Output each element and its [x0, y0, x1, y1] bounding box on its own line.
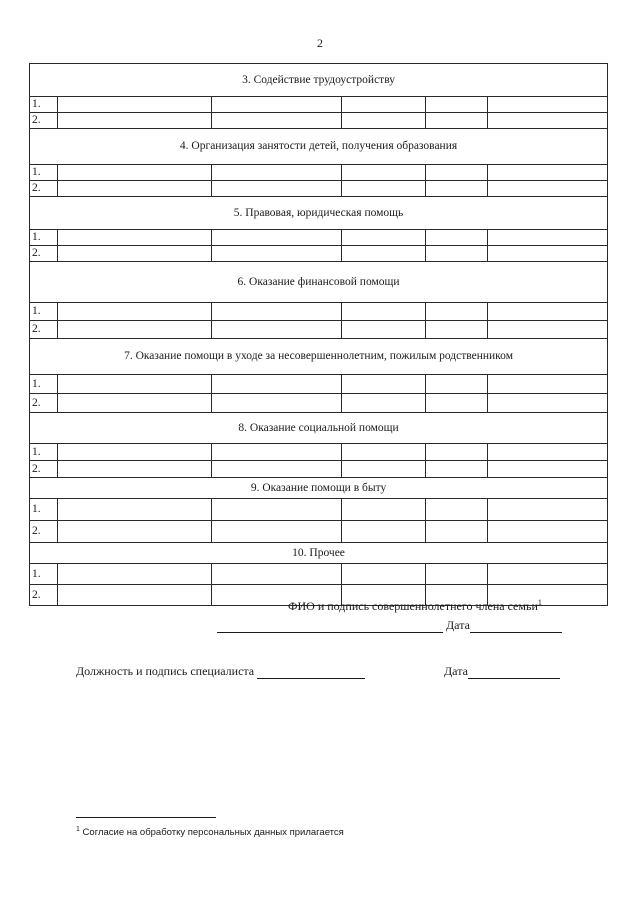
table-cell[interactable]	[342, 230, 426, 246]
table-cell[interactable]	[426, 165, 488, 181]
table-cell[interactable]	[212, 564, 342, 585]
section-header-row	[30, 197, 608, 230]
table-cell[interactable]	[488, 564, 608, 585]
row-number: 2.	[30, 585, 58, 606]
section-title: 8. Оказание социальной помощи	[30, 413, 608, 444]
table-cell[interactable]	[426, 564, 488, 585]
section-header-row	[30, 262, 608, 303]
table-row	[30, 564, 608, 585]
table-cell[interactable]	[488, 321, 608, 339]
table-cell[interactable]	[212, 303, 342, 321]
table-cell[interactable]	[342, 321, 426, 339]
specialist-label: Должность и подпись специалиста	[76, 664, 255, 678]
section-title: 3. Содействие трудоустройству	[30, 64, 608, 97]
table-cell[interactable]	[212, 321, 342, 339]
footnote-divider	[76, 817, 216, 818]
table-cell[interactable]	[488, 303, 608, 321]
table-cell[interactable]	[426, 113, 488, 129]
table-cell[interactable]	[488, 97, 608, 113]
table-cell[interactable]	[342, 444, 426, 461]
row-number: 1.	[30, 230, 58, 246]
section-title: 9. Оказание помощи в быту	[30, 478, 608, 499]
table-cell[interactable]	[426, 394, 488, 413]
table-cell[interactable]	[488, 499, 608, 521]
table-cell[interactable]	[212, 113, 342, 129]
table-cell[interactable]	[58, 165, 212, 181]
table-cell[interactable]	[426, 230, 488, 246]
table-row	[30, 246, 608, 262]
table-cell[interactable]	[426, 499, 488, 521]
row-number: 2.	[30, 113, 58, 129]
table-cell[interactable]	[488, 444, 608, 461]
table-cell[interactable]	[58, 375, 212, 394]
table-cell[interactable]	[426, 444, 488, 461]
table-cell[interactable]	[58, 97, 212, 113]
table-cell[interactable]	[212, 394, 342, 413]
table-cell[interactable]	[58, 461, 212, 478]
table-cell[interactable]	[342, 303, 426, 321]
table-row	[30, 444, 608, 461]
row-number: 1.	[30, 375, 58, 394]
table-cell[interactable]	[488, 230, 608, 246]
row-number: 2.	[30, 521, 58, 543]
table-cell[interactable]	[212, 230, 342, 246]
table-cell[interactable]	[58, 394, 212, 413]
table-cell[interactable]	[58, 113, 212, 129]
table-row	[30, 230, 608, 246]
table-cell[interactable]	[58, 246, 212, 262]
row-number: 1.	[30, 97, 58, 113]
table-row	[30, 521, 608, 543]
section-title: 7. Оказание помощи в уходе за несовершеннолетним, пожилым родственником	[30, 339, 608, 375]
table-cell[interactable]	[426, 97, 488, 113]
table-cell[interactable]	[58, 303, 212, 321]
row-number: 1.	[30, 564, 58, 585]
table-row	[30, 303, 608, 321]
table-cell[interactable]	[212, 521, 342, 543]
section-title: 5. Правовая, юридическая помощь	[30, 197, 608, 230]
specialist-signature-row	[76, 664, 365, 679]
table-cell[interactable]	[342, 564, 426, 585]
page-number: 2	[317, 36, 323, 50]
row-number: 2.	[30, 321, 58, 339]
table-cell[interactable]	[342, 246, 426, 262]
table-row	[30, 375, 608, 394]
table-row	[30, 321, 608, 339]
family-member-date-field[interactable]	[470, 620, 562, 633]
table-row	[30, 165, 608, 181]
table-cell[interactable]	[488, 375, 608, 394]
table-cell[interactable]	[426, 321, 488, 339]
table-cell[interactable]	[488, 181, 608, 197]
table-cell[interactable]	[212, 375, 342, 394]
table-cell[interactable]	[426, 375, 488, 394]
section-header-row	[30, 64, 608, 97]
table-cell[interactable]	[426, 181, 488, 197]
row-number: 2.	[30, 181, 58, 197]
table-cell[interactable]	[212, 246, 342, 262]
table-cell[interactable]	[212, 97, 342, 113]
table-cell[interactable]	[58, 564, 212, 585]
specialist-date-field[interactable]	[468, 666, 560, 679]
table-cell[interactable]	[58, 181, 212, 197]
section-header-row	[30, 339, 608, 375]
footnote-mark: 1	[76, 826, 80, 833]
specialist-date-row	[444, 664, 560, 679]
table-cell[interactable]	[342, 394, 426, 413]
table-cell[interactable]	[426, 303, 488, 321]
table-cell[interactable]	[212, 444, 342, 461]
section-title: 4. Организация занятости детей, получения образования	[30, 129, 608, 165]
row-number: 1.	[30, 444, 58, 461]
family-member-signature-caption	[288, 598, 542, 614]
table-cell[interactable]	[58, 444, 212, 461]
table-cell[interactable]	[58, 321, 212, 339]
family-member-signature-row	[217, 618, 562, 633]
family-member-date-label: Дата	[446, 618, 470, 632]
fio-footnote-mark: 1	[537, 598, 542, 607]
table-cell[interactable]	[342, 165, 426, 181]
table-cell[interactable]	[488, 394, 608, 413]
table-cell[interactable]	[342, 97, 426, 113]
table-cell[interactable]	[58, 230, 212, 246]
table-cell[interactable]	[212, 499, 342, 521]
specialist-signature-field[interactable]	[257, 666, 365, 679]
section-header-row	[30, 478, 608, 499]
table-cell[interactable]	[488, 113, 608, 129]
table-cell[interactable]	[342, 113, 426, 129]
table-row	[30, 113, 608, 129]
table-cell[interactable]	[342, 181, 426, 197]
row-number: 1.	[30, 499, 58, 521]
footnote	[76, 826, 344, 838]
table-cell[interactable]	[342, 461, 426, 478]
table-cell[interactable]	[212, 181, 342, 197]
section-title: 6. Оказание финансовой помощи	[30, 262, 608, 303]
table-row	[30, 181, 608, 197]
table-row	[30, 394, 608, 413]
row-number: 2.	[30, 461, 58, 478]
row-number: 1.	[30, 165, 58, 181]
table-row	[30, 499, 608, 521]
table-cell[interactable]	[488, 461, 608, 478]
table-cell[interactable]	[426, 461, 488, 478]
table-cell[interactable]	[212, 165, 342, 181]
row-number: 2.	[30, 246, 58, 262]
fio-caption-text: ФИО и подпись совершеннолетнего члена семьи	[288, 599, 538, 613]
specialist-date-label: Дата	[444, 664, 468, 678]
table-cell[interactable]	[426, 521, 488, 543]
assistance-plan-table	[29, 63, 608, 606]
table-row	[30, 461, 608, 478]
section-header-row	[30, 543, 608, 564]
section-header-row	[30, 413, 608, 444]
table-cell[interactable]	[58, 521, 212, 543]
row-number: 2.	[30, 394, 58, 413]
table-row	[30, 97, 608, 113]
table-cell[interactable]	[342, 499, 426, 521]
footnote-text: Согласие на обработку персональных данных прилагается	[82, 827, 344, 839]
table-cell[interactable]	[58, 499, 212, 521]
table-cell[interactable]	[426, 246, 488, 262]
table-cell[interactable]	[342, 521, 426, 543]
family-member-signature-field[interactable]	[217, 620, 443, 633]
table-cell[interactable]	[488, 165, 608, 181]
section-header-row	[30, 129, 608, 165]
table-cell[interactable]	[488, 521, 608, 543]
row-number: 1.	[30, 303, 58, 321]
table-cell[interactable]	[342, 375, 426, 394]
table-cell[interactable]	[58, 585, 212, 606]
table-cell[interactable]	[488, 246, 608, 262]
table-cell[interactable]	[212, 461, 342, 478]
section-title: 10. Прочее	[30, 543, 608, 564]
